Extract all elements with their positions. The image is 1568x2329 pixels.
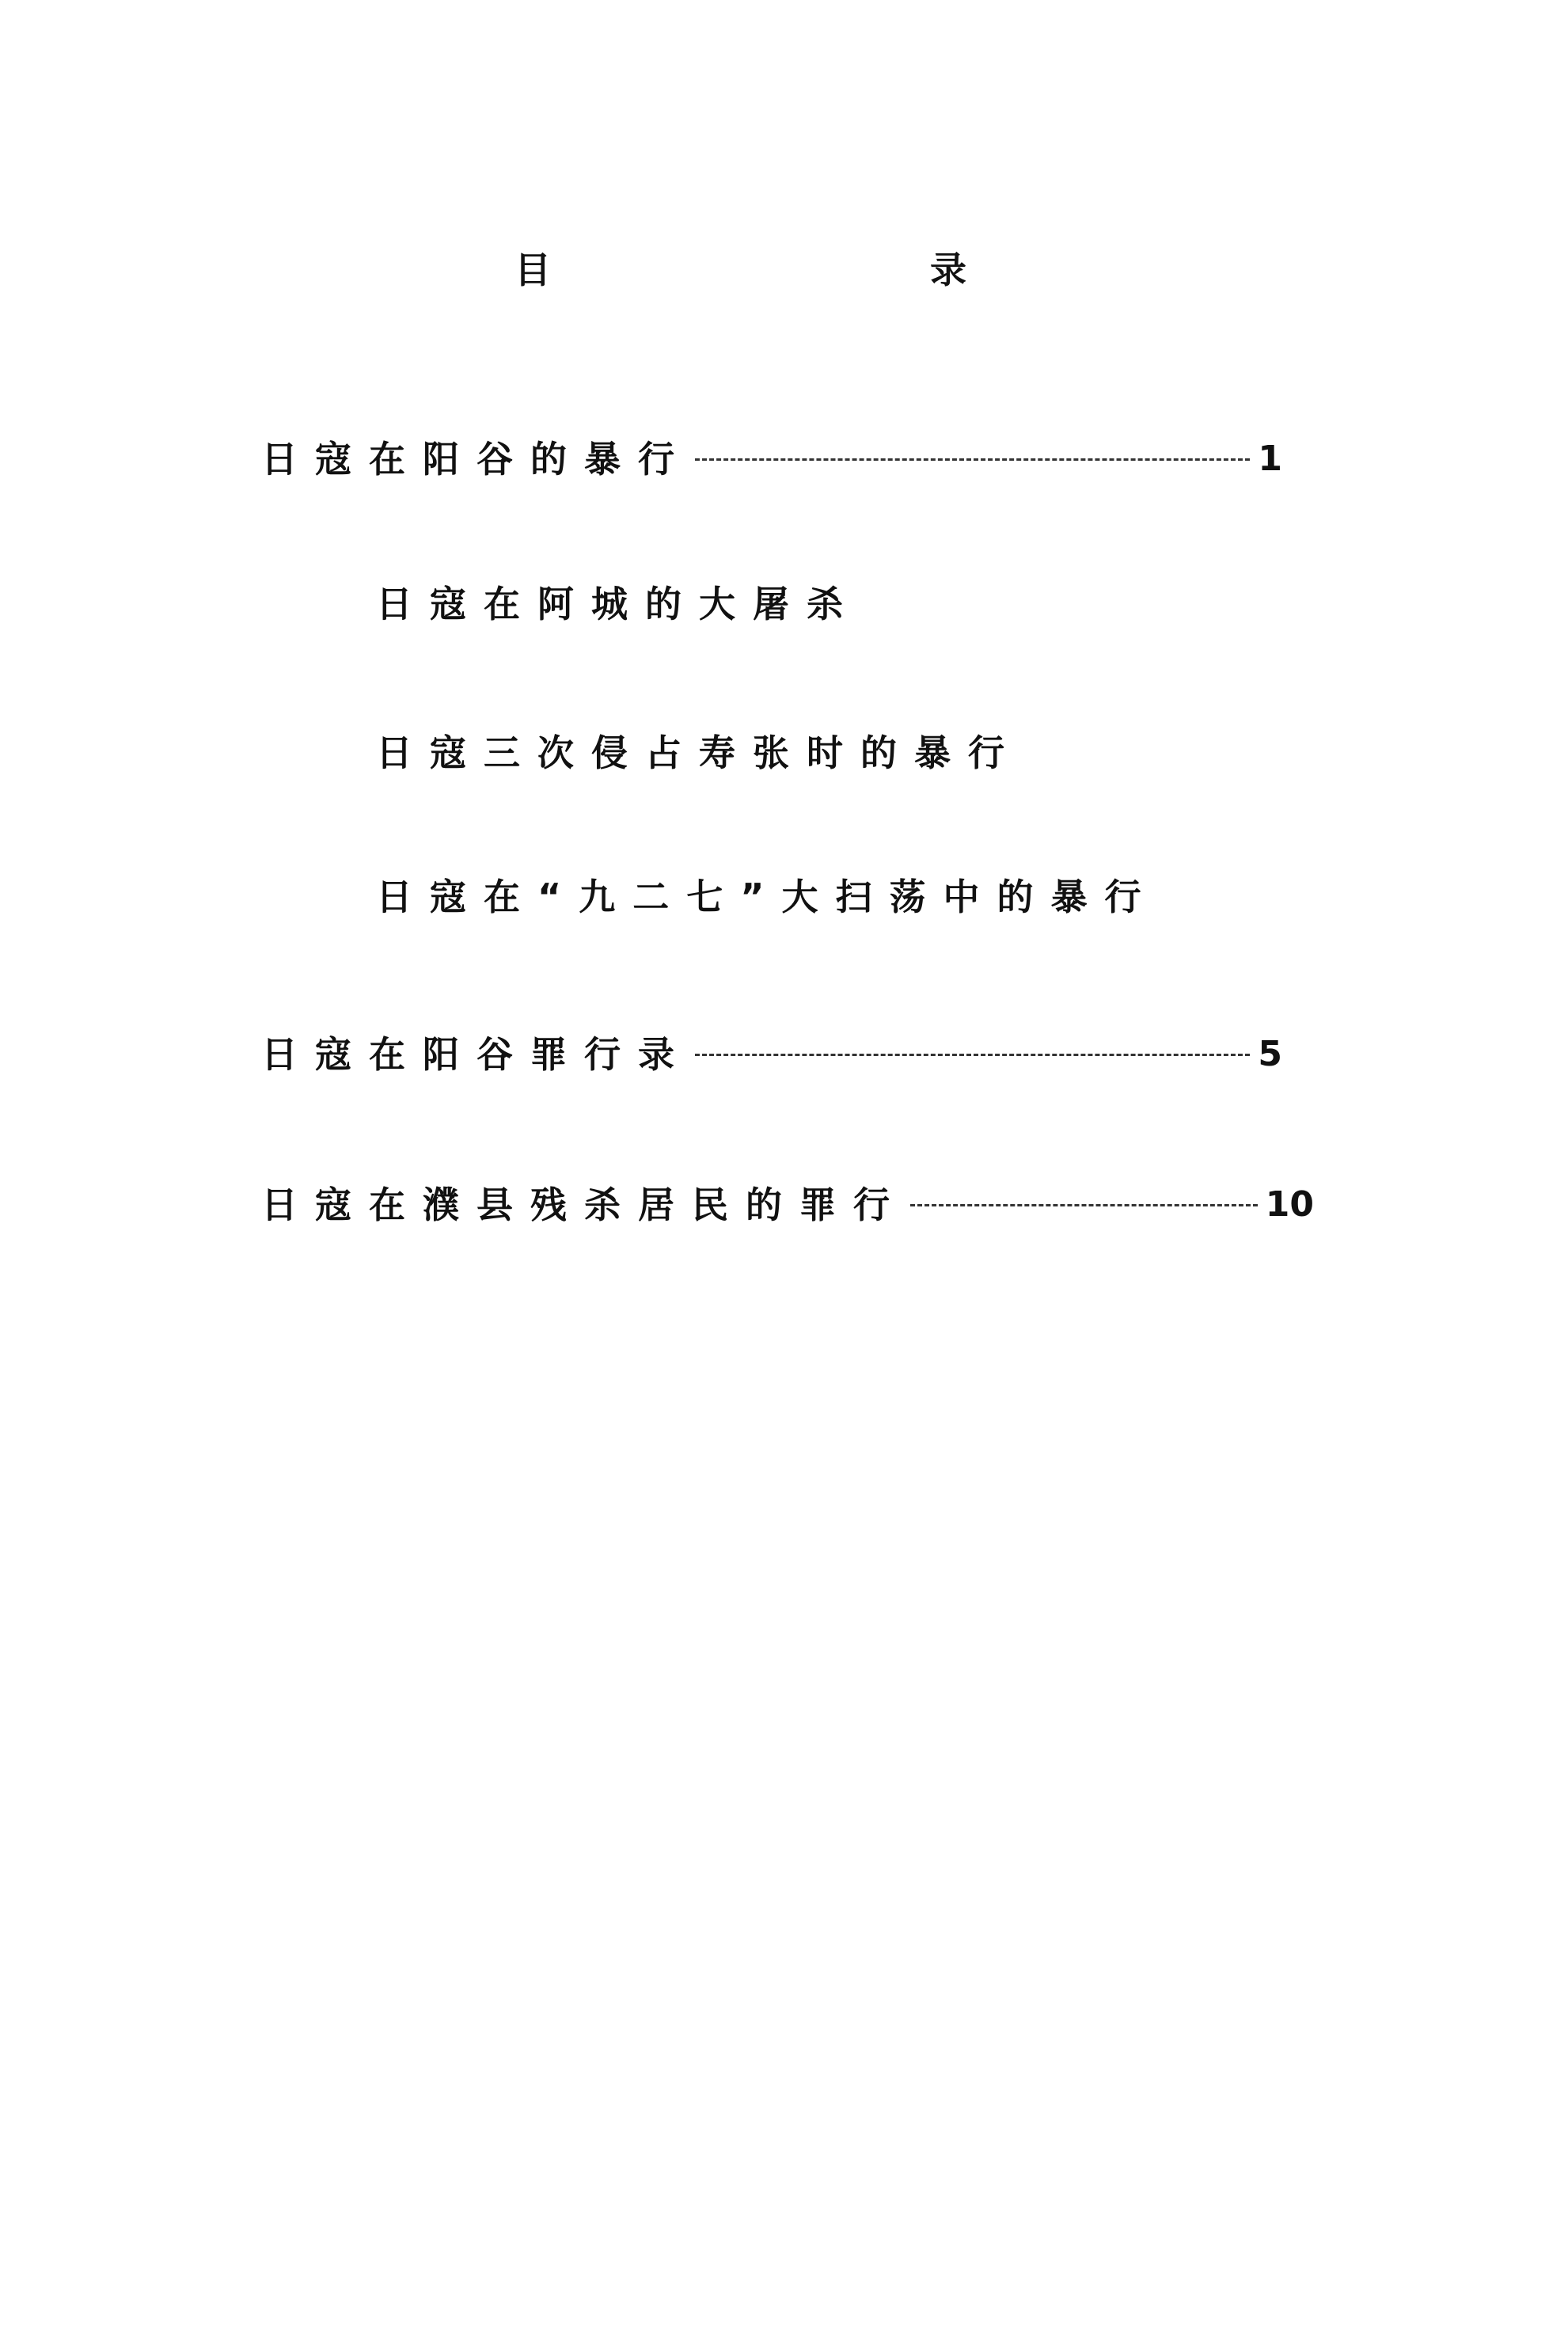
toc-entry-title: 日寇在濮县残杀居民的罪行 bbox=[261, 1183, 907, 1226]
toc-entry-page: 5 bbox=[1258, 1034, 1282, 1074]
toc-entry[interactable] bbox=[261, 1180, 1314, 1230]
dot-leader bbox=[910, 1204, 1258, 1206]
toc-subentry[interactable]: 日寇三次侵占寿张时的暴行 bbox=[376, 731, 1022, 774]
toc-entry-page: 1 bbox=[1258, 439, 1282, 479]
toc-entry-title: 日寇在阳谷的暴行 bbox=[261, 438, 692, 481]
toc-subentry[interactable]: 日寇在阿城的大屠杀 bbox=[376, 583, 860, 625]
page-title-left: 目 bbox=[514, 249, 551, 291]
page-title-right: 录 bbox=[930, 249, 966, 291]
toc-entry[interactable] bbox=[261, 1029, 1282, 1080]
dot-leader bbox=[695, 458, 1250, 461]
toc-subentry[interactable]: 日寇在“九二七”大扫荡中的暴行 bbox=[376, 876, 1159, 918]
dot-leader bbox=[695, 1054, 1250, 1056]
toc-entry-page: 10 bbox=[1265, 1184, 1314, 1225]
toc-entry[interactable] bbox=[261, 434, 1282, 484]
toc-entry-title: 日寇在阳谷罪行录 bbox=[261, 1033, 692, 1076]
